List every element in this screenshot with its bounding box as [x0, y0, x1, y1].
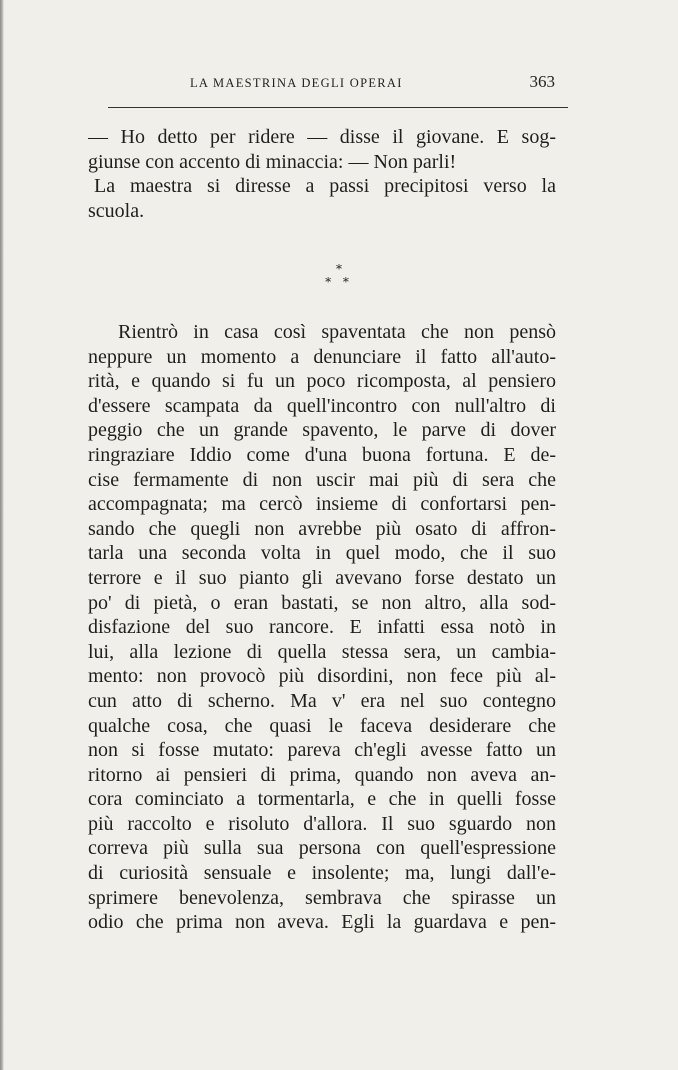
text-line: d'essere scampata da quell'incontro con null'altro di — [88, 394, 556, 417]
text-line: rità, e quando si fu un poco ricomposta, al pensiero — [88, 370, 556, 393]
text-line: di curiosità sensuale e insolente; ma, lungi dall'e- — [88, 862, 556, 885]
text-line: non si fosse mutato: pareva ch'egli avesse fatto un — [88, 739, 556, 762]
main-paragraph — [88, 320, 556, 935]
running-title: LA MAESTRINA DEGLI OPERAI — [190, 76, 403, 90]
asterism-top: * — [336, 262, 342, 276]
text-line: disfazione del suo rancore. E infatti essa notò in — [88, 616, 556, 639]
header-rule — [108, 107, 568, 108]
text-line: La maestra si diresse a passi precipitosi verso la — [94, 175, 556, 198]
text-line: qualche cosa, che quasi le faceva desiderare che — [88, 714, 556, 737]
opening-paragraph — [88, 125, 556, 223]
text-line: giunse con accento di minaccia: — Non parli! — [88, 150, 457, 173]
text-line: scuola. — [88, 199, 145, 222]
text-line: neppure un momento a denunciare il fatto all'auto- — [88, 345, 556, 368]
asterism-bottom: * * — [325, 275, 353, 289]
text-line: Rientrò in casa così spaventata che non pensò — [118, 321, 556, 343]
text-line: sando che quegli non avrebbe più osato di affron- — [88, 517, 556, 540]
text-line: più raccolto e risoluto d'allora. Il suo sguardo non — [88, 812, 556, 835]
text-line: cun atto di scherno. Ma v' era nel suo contegno — [88, 689, 556, 712]
text-line: lui, alla lezione di quella stessa sera, un cambia- — [88, 640, 556, 663]
text-line: cora cominciato a tormentarla, e che in quelli fosse — [88, 788, 556, 811]
page-number: 363 — [529, 72, 555, 91]
text-line: ringraziare Iddio come d'una buona fortuna. E de- — [88, 443, 556, 466]
text-line: peggio che un grande spavento, le parve di dover — [88, 419, 556, 442]
page-binding-edge — [0, 0, 4, 1070]
text-line: terrore e il suo pianto gli avevano forse destato un — [88, 566, 556, 589]
text-line: tarla una seconda volta in quel modo, che il suo — [88, 542, 556, 565]
text-line: correva più sulla sua persona con quell'espressione — [88, 837, 556, 860]
text-line: mento: non provocò più disordini, non fece più al- — [88, 665, 556, 688]
text-line: accompagnata; ma cercò insieme di confortarsi pen- — [88, 493, 556, 516]
text-line: sprimere benevolenza, sembrava che spirasse un — [88, 886, 556, 909]
text-line: — Ho detto per ridere — disse il giovane. E sog- — [88, 126, 556, 148]
text-line: odio che prima non aveva. Egli la guardava e pen- — [88, 911, 556, 934]
text-line: po' di pietà, o eran bastati, se non altro, alla sod- — [88, 591, 556, 614]
text-line: cise fermamente di non uscir mai più di sera che — [88, 468, 556, 491]
text-line: ritorno ai pensieri di prima, quando non aveva an- — [88, 763, 556, 786]
